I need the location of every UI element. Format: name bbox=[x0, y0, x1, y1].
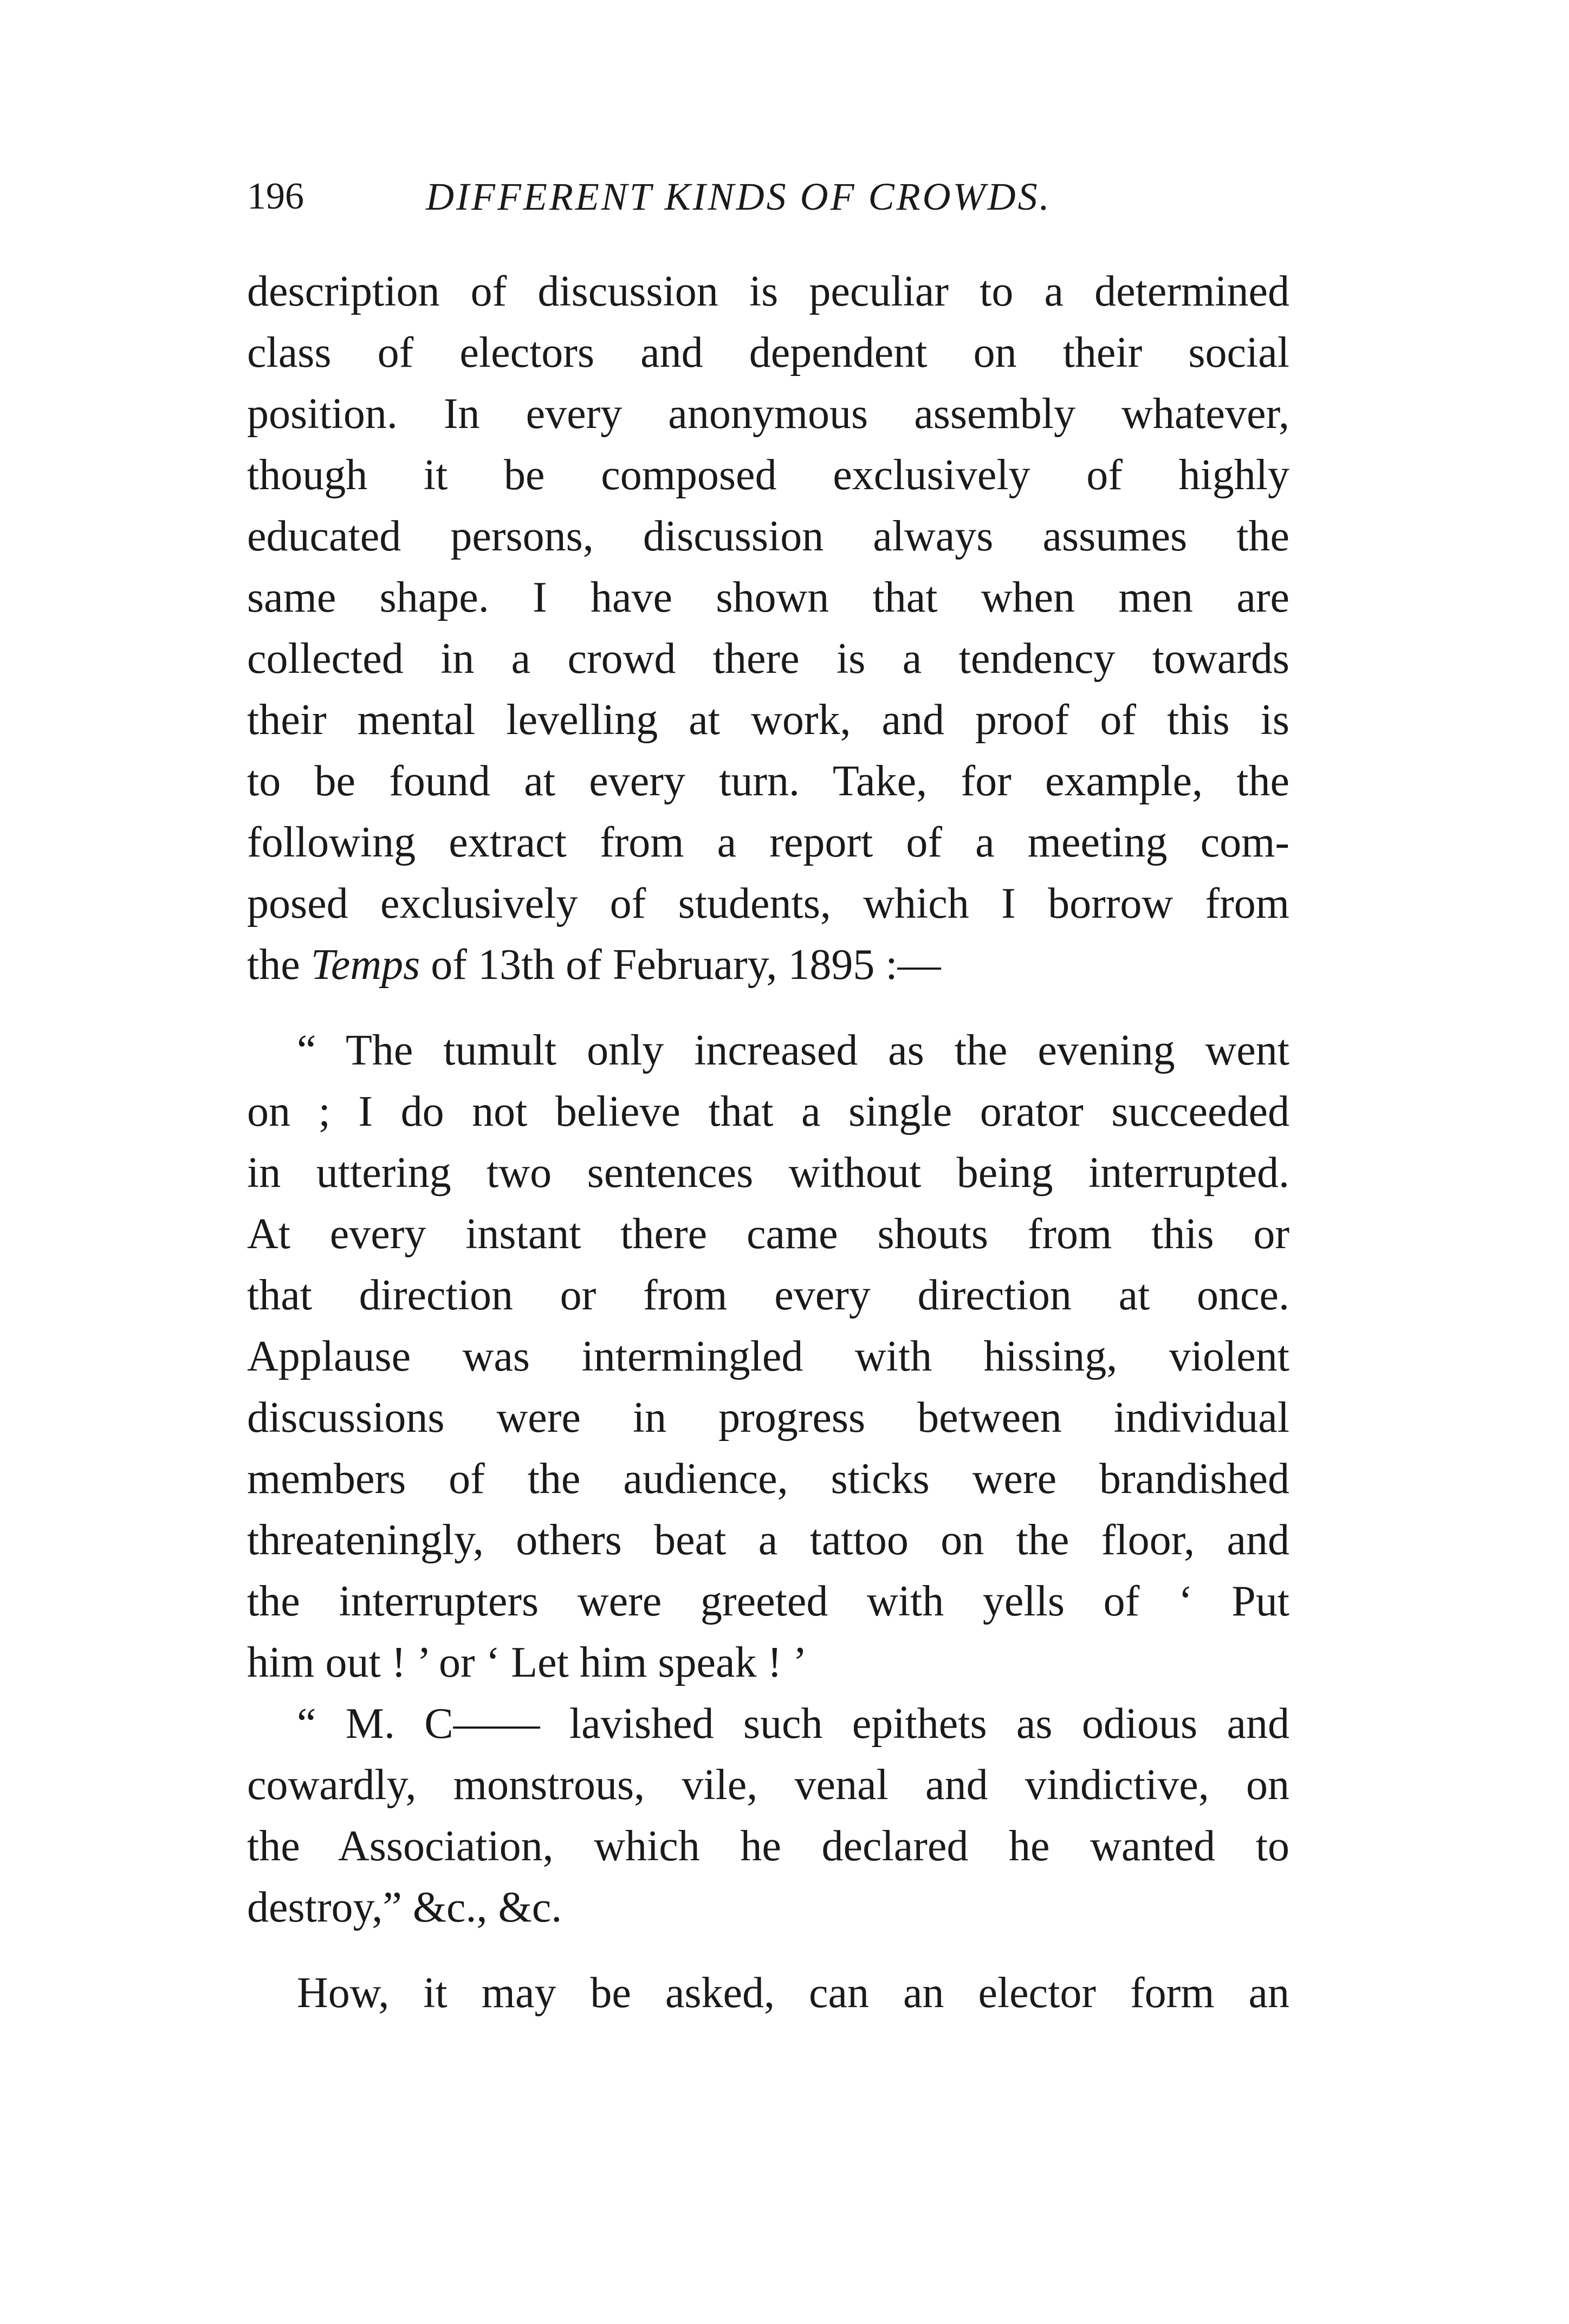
text-line: educated persons, discussion always assumes the bbox=[247, 512, 1289, 560]
text-line: though it be composed exclusively of highly bbox=[247, 451, 1289, 499]
text-line: the interrupters were greeted with yells of ‘ Put bbox=[247, 1578, 1289, 1625]
text-line: “ The tumult only increased as the evening went bbox=[297, 1027, 1289, 1074]
quotation-second bbox=[247, 1693, 1289, 1938]
quotation-first bbox=[247, 1020, 1289, 1693]
text-line: following extract from a report of a meeting com- bbox=[247, 819, 1289, 866]
page-number: 196 bbox=[247, 176, 304, 217]
paragraph-gap bbox=[247, 1938, 1289, 1963]
text-fragment: the bbox=[247, 941, 300, 989]
text-line: threateningly, others beat a tattoo on the floor, and bbox=[247, 1516, 1289, 1564]
page-header bbox=[247, 172, 1309, 221]
newspaper-title: Temps bbox=[310, 941, 420, 989]
text-line: class of electors and dependent on their social bbox=[247, 329, 1289, 376]
running-title: DIFFERENT KINDS OF CROWDS. bbox=[426, 175, 1052, 218]
text-line: that direction or from every direction at once. bbox=[247, 1271, 1289, 1319]
text-line: same shape. I have shown that when men are bbox=[247, 574, 1289, 621]
text-line bbox=[247, 934, 1289, 996]
text-line: members of the audience, sticks were brandished bbox=[247, 1455, 1289, 1503]
text-line: him out ! ’ or ‘ Let him speak ! ’ bbox=[247, 1639, 807, 1686]
text-line: discussions were in progress between individual bbox=[247, 1394, 1289, 1442]
text-line: position. In every anonymous assembly whatever, bbox=[247, 390, 1289, 438]
text-line: cowardly, monstrous, vile, venal and vindictive, on bbox=[247, 1761, 1289, 1809]
paragraph-continued bbox=[247, 261, 1289, 996]
paragraph-gap bbox=[247, 996, 1289, 1020]
text-line: “ M. C—— lavished such epithets as odious and bbox=[297, 1700, 1289, 1748]
text-line: posed exclusively of students, which I borrow from bbox=[247, 880, 1289, 927]
text-line: At every instant there came shouts from this or bbox=[247, 1210, 1289, 1258]
text-line: in uttering two sentences without being interrupted. bbox=[247, 1149, 1289, 1197]
text-line: collected in a crowd there is a tendency towards bbox=[247, 635, 1289, 683]
text-fragment: of 13th of February, 1895 :— bbox=[431, 941, 941, 989]
text-line: to be found at every turn. Take, for example, the bbox=[247, 757, 1289, 805]
text-line: their mental levelling at work, and proof of this is bbox=[247, 696, 1289, 744]
text-line: the Association, which he declared he wanted to bbox=[247, 1822, 1289, 1870]
text-line: How, it may be asked, can an elector form an bbox=[297, 1969, 1289, 2017]
text-line: on ; I do not believe that a single orator succeeded bbox=[247, 1088, 1289, 1135]
text-line: Applause was intermingled with hissing, violent bbox=[247, 1333, 1289, 1380]
paragraph-next bbox=[247, 1963, 1289, 2024]
text-line: description of discussion is peculiar to a determined bbox=[247, 268, 1289, 315]
text-line: destroy,” &c., &c. bbox=[247, 1884, 562, 1931]
body-text bbox=[247, 261, 1289, 2024]
